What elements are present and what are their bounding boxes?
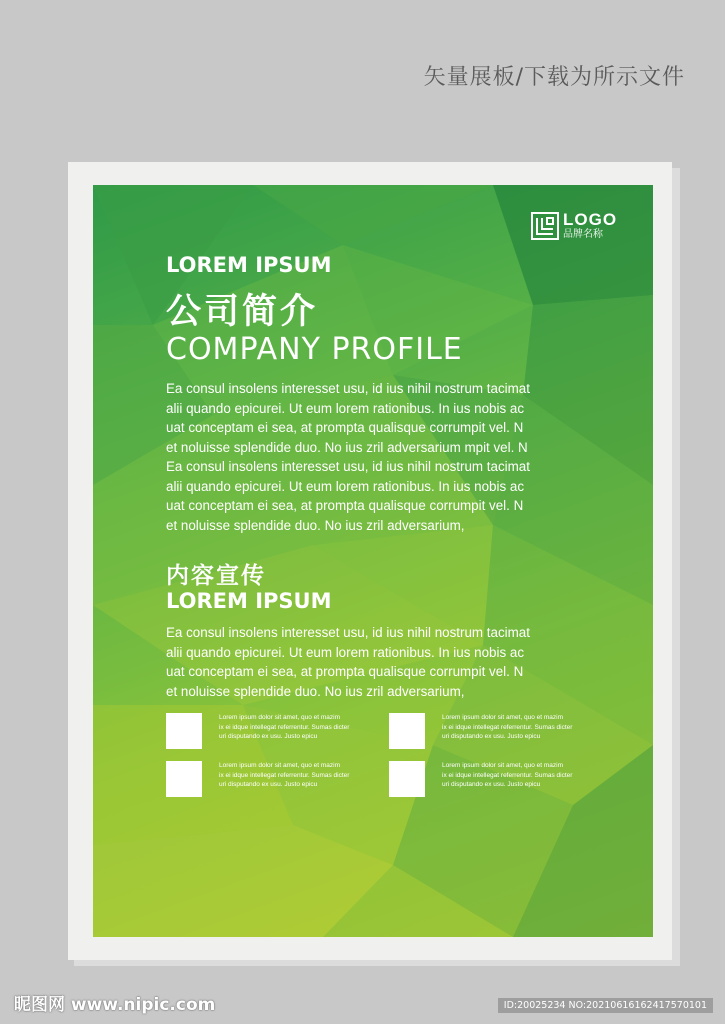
body-line: et noluisse splendide duo. No ius zril adversarium mpit vel. N [166,439,528,455]
feature-text-line: ix ei idque intellegat referrentur. Sumas dicter [442,723,573,731]
body-line: alii quando epicurei. Ut eum lorem rationibus. In ius nobis ac [166,478,525,494]
content-promo-title-cn: 内容宣传 [166,563,266,589]
feature-image-placeholder [389,713,425,749]
company-profile-body [166,379,586,535]
feature-item [166,713,369,749]
feature-image-placeholder [166,713,202,749]
image-id-watermark: ID:20025234 NO:20210616162417570101 [498,998,713,1013]
logo-title: LOGO [563,210,618,229]
body-line: uat conceptam ei sea, at prompta qualisque corrumpit vel. N [166,664,524,679]
logo-subtitle: 品牌名称 [563,229,603,240]
body-line: Ea consul insolens interesset usu, id ius nihil nostrum tacimat [166,381,530,396]
section1-lorem-heading: LOREM IPSUM [166,253,332,277]
feature-item [166,761,369,797]
download-caption: 矢量展板/下载为所示文件 [423,65,685,90]
feature-text-line: uri disputando ex usu. Justo epicu [219,733,318,740]
content-promo-body [166,623,586,701]
poster [93,185,653,937]
feature-text-line: uri disputando ex usu. Justo epicu [219,781,318,788]
feature-text-line: Lorem ipsum dolor sit amet, quo et mazim [219,714,341,721]
feature-text-line: Lorem ipsum dolor sit amet, quo et mazim [219,762,341,769]
feature-image-placeholder [389,761,425,797]
body-line: Ea consul insolens interesset usu, id ius nihil nostrum tacimat [166,625,530,640]
feature-item [389,761,592,797]
brand-logo [531,211,617,240]
body-line: et noluisse splendide duo. No ius zril adversarium, [166,683,465,699]
feature-text-line: Lorem ipsum dolor sit amet, quo et mazim [442,714,564,721]
feature-item [389,713,592,749]
feature-text-line: uri disputando ex usu. Justo epicu [442,733,541,740]
body-line: et noluisse splendide duo. No ius zril adversarium, [166,517,465,533]
body-line: Ea consul insolens interesset usu, id ius nihil nostrum tacimat [166,459,530,474]
brand-mark-icon [531,212,559,240]
company-profile-title-cn: 公司简介 [166,292,319,332]
feature-text-line: uri disputando ex usu. Justo epicu [442,781,541,788]
company-profile-title-en: COMPANY PROFILE [166,332,463,367]
body-line: alii quando epicurei. Ut eum lorem rationibus. In ius nobis ac [166,644,525,660]
body-line: uat conceptam ei sea, at prompta qualisque corrumpit vel. N [166,498,524,513]
feature-text-line: ix ei idque intellegat referrentur. Sumas dicter [219,771,350,779]
feature-text-line: ix ei idque intellegat referrentur. Sumas dicter [219,723,350,731]
site-watermark: 昵图网 www.nipic.com [14,995,216,1015]
body-line: uat conceptam ei sea, at prompta qualisque corrumpit vel. N [166,420,524,435]
feature-text-line: ix ei idque intellegat referrentur. Sumas dicter [442,771,573,779]
section2-lorem-heading: LOREM IPSUM [166,589,332,613]
feature-image-placeholder [166,761,202,797]
feature-text-line: Lorem ipsum dolor sit amet, quo et mazim [442,762,564,769]
body-line: alii quando epicurei. Ut eum lorem rationibus. In ius nobis ac [166,400,525,416]
section1-lorem [166,253,332,277]
